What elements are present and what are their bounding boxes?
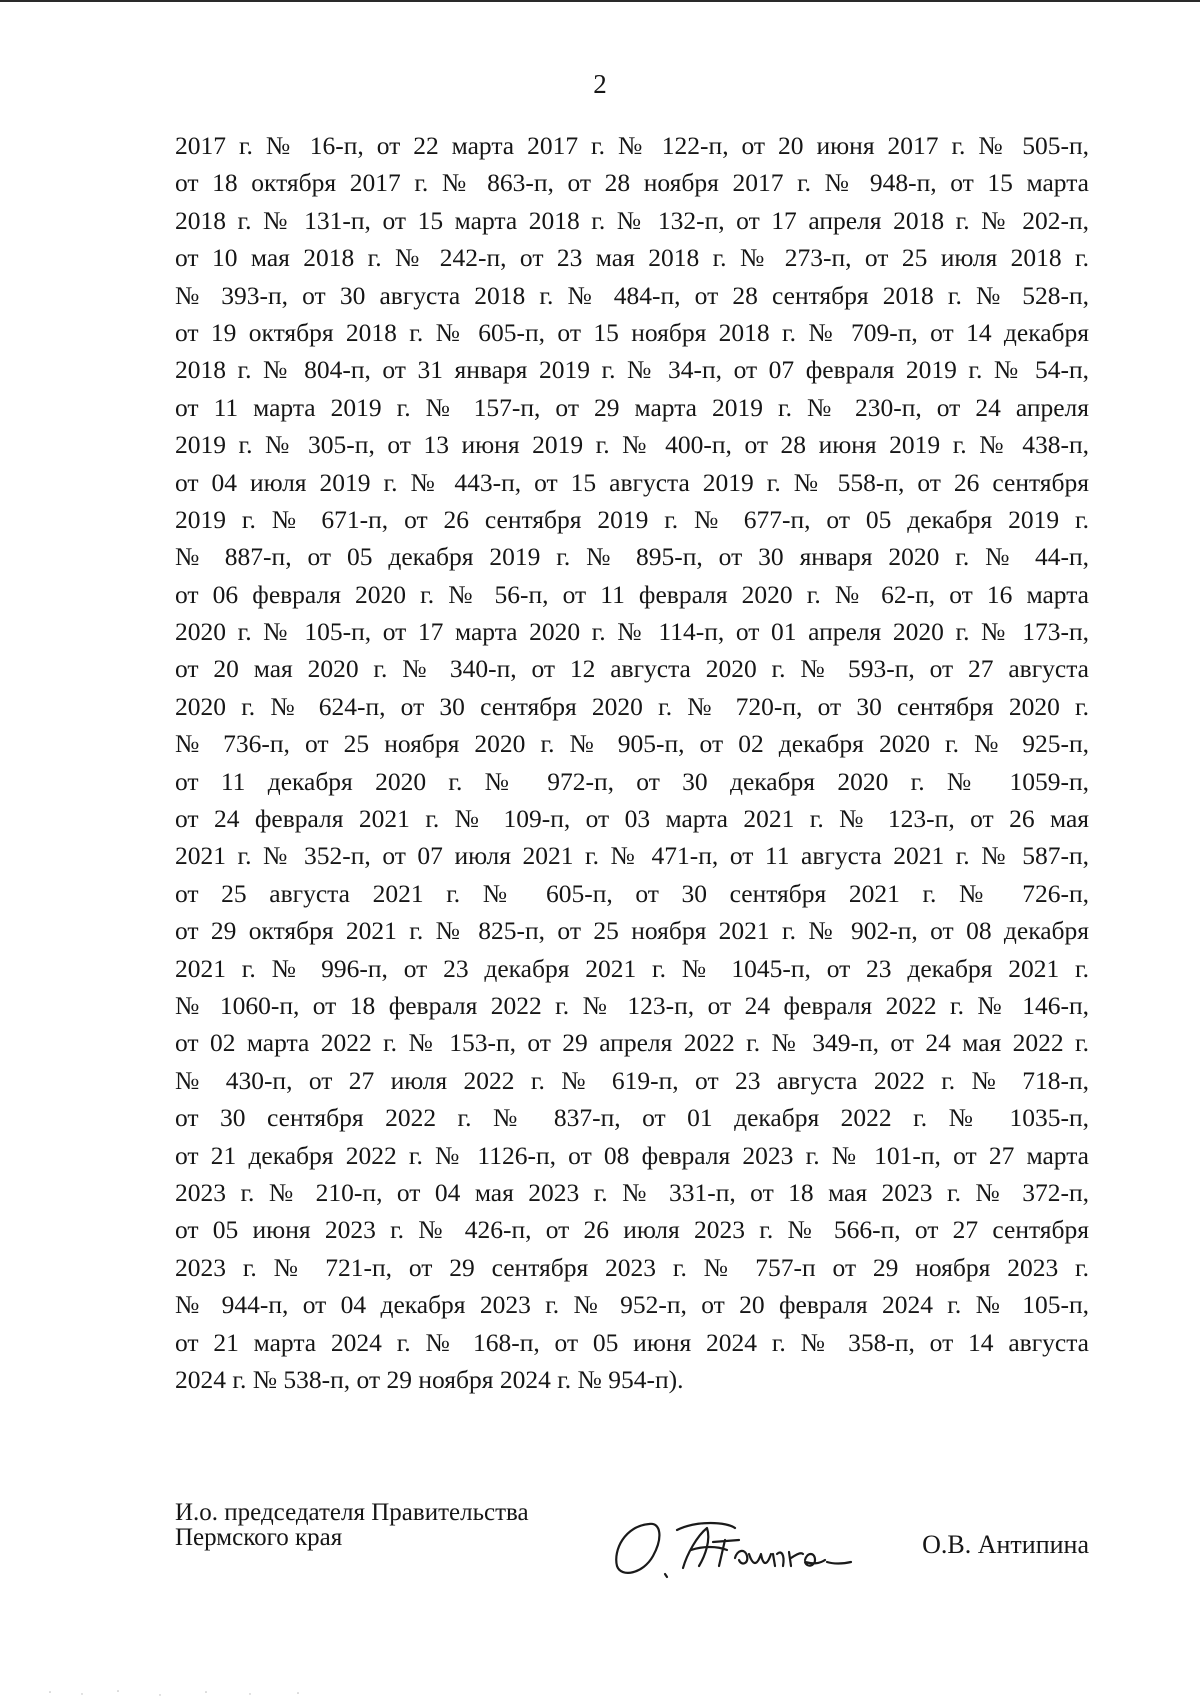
body-paragraph [175, 127, 1089, 1398]
body-line: от 21 марта 2024 г. № 168-п, от 05 июня 2024 г. № 358-п, от 14 августа [175, 1327, 1089, 1357]
body-line: № 430-п, от 27 июля 2022 г. № 619-п, от 23 августа 2022 г. № 718-п, [175, 1065, 1089, 1095]
body-line: 2018 г. № 804-п, от 31 января 2019 г. № 34-п, от 07 февраля 2019 г. № 54-п, [175, 355, 1089, 385]
body-line: 2020 г. № 105-п, от 17 марта 2020 г. № 114-п, от 01 апреля 2020 г. № 173-п, [175, 617, 1089, 647]
body-line: от 21 декабря 2022 г. № 1126-п, от 08 февраля 2023 г. № 101-п, от 27 марта [175, 1140, 1089, 1170]
body-line: от 06 февраля 2020 г. № 56-п, от 11 февраля 2020 г. № 62-п, от 16 марта [175, 579, 1089, 609]
body-line: от 04 июля 2019 г. № 443-п, от 15 августа 2019 г. № 558-п, от 26 сентября [175, 467, 1089, 497]
body-line: 2021 г. № 352-п, от 07 июля 2021 г. № 471-п, от 11 августа 2021 г. № 587-п, [175, 841, 1089, 871]
signatory-position [175, 1500, 529, 1550]
body-line: от 11 марта 2019 г. № 157-п, от 29 марта 2019 г. № 230-п, от 24 апреля [175, 392, 1089, 422]
body-line: 2019 г. № 671-п, от 26 сентября 2019 г. № 677-п, от 05 декабря 2019 г. [175, 504, 1089, 534]
body-line: от 02 марта 2022 г. № 153-п, от 29 апреля 2022 г. № 349-п, от 24 мая 2022 г. [175, 1028, 1089, 1058]
body-line: от 25 августа 2021 г. № 605-п, от 30 сентября 2021 г. № 726-п, [175, 878, 1089, 908]
body-line: 2021 г. № 996-п, от 23 декабря 2021 г. № 1045-п, от 23 декабря 2021 г. [175, 953, 1089, 983]
body-line: 2019 г. № 305-п, от 13 июня 2019 г. № 400-п, от 28 июня 2019 г. № 438-п, [175, 430, 1089, 460]
body-line: от 10 мая 2018 г. № 242-п, от 23 мая 2018 г. № 273-п, от 25 июля 2018 г. [175, 243, 1089, 273]
body-line: № 1060-п, от 18 февраля 2022 г. № 123-п, от 24 февраля 2022 г. № 146-п, [175, 990, 1089, 1020]
body-line: 2023 г. № 210-п, от 04 мая 2023 г. № 331-п, от 18 мая 2023 г. № 372-п, [175, 1177, 1089, 1207]
body-line: от 29 октября 2021 г. № 825-п, от 25 ноября 2021 г. № 902-п, от 08 декабря [175, 916, 1089, 946]
body-line: № 944-п, от 04 декабря 2023 г. № 952-п, от 20 февраля 2024 г. № 105-п, [175, 1290, 1089, 1320]
handwritten-signature [607, 1510, 897, 1580]
signatory-position-line-1: И.о. председателя Правительства [175, 1499, 529, 1526]
body-line: № 736-п, от 25 ноября 2020 г. № 905-п, от 02 декабря 2020 г. № 925-п, [175, 729, 1089, 759]
body-line: № 887-п, от 05 декабря 2019 г. № 895-п, от 30 января 2020 г. № 44-п, [175, 542, 1089, 572]
body-line: от 24 февраля 2021 г. № 109-п, от 03 марта 2021 г. № 123-п, от 26 мая [175, 804, 1089, 834]
body-line: № 393-п, от 30 августа 2018 г. № 484-п, от 28 сентября 2018 г. № 528-п, [175, 280, 1089, 310]
scan-top-edge [0, 0, 1200, 2]
signatory-position-line-2: Пермского края [175, 1524, 343, 1551]
body-line: 2018 г. № 131-п, от 15 марта 2018 г. № 132-п, от 17 апреля 2018 г. № 202-п, [175, 205, 1089, 235]
signature-block [175, 1500, 1089, 1590]
body-line: от 30 сентября 2022 г. № 837-п, от 01 декабря 2022 г. № 1035-п, [175, 1103, 1089, 1133]
signatory-name: О.В. Антипина [922, 1530, 1089, 1559]
body-line: 2024 г. № 538-п, от 29 ноября 2024 г. № 954-п). [175, 1364, 684, 1394]
body-line: от 05 июня 2023 г. № 426-п, от 26 июля 2023 г. № 566-п, от 27 сентября [175, 1215, 1089, 1245]
body-line: от 19 октября 2018 г. № 605-п, от 15 ноября 2018 г. № 709-п, от 14 декабря [175, 317, 1089, 347]
body-line: от 18 октября 2017 г. № 863-п, от 28 ноября 2017 г. № 948-п, от 15 марта [175, 168, 1089, 198]
body-line: 2023 г. № 721-п, от 29 сентября 2023 г. № 757-п от 29 ноября 2023 г. [175, 1252, 1089, 1282]
scan-noise-dots [40, 1680, 340, 1700]
body-line: от 11 декабря 2020 г. № 972-п, от 30 декабря 2020 г. № 1059-п, [175, 766, 1089, 796]
body-line: 2017 г. № 16-п, от 22 марта 2017 г. № 122-п, от 20 июня 2017 г. № 505-п, [175, 131, 1089, 160]
body-line: от 20 мая 2020 г. № 340-п, от 12 августа 2020 г. № 593-п, от 27 августа [175, 654, 1089, 684]
body-line: 2020 г. № 624-п, от 30 сентября 2020 г. № 720-п, от 30 сентября 2020 г. [175, 691, 1089, 721]
page-number: 2 [593, 69, 607, 99]
